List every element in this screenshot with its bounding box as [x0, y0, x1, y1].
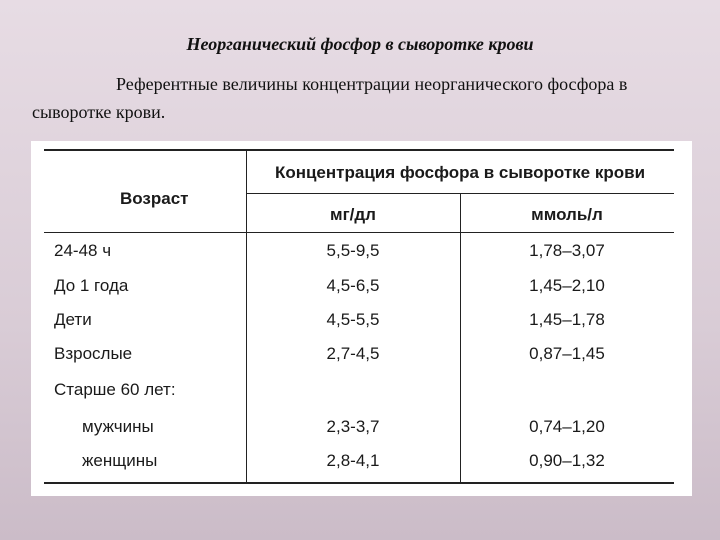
row-mmol: 0,90–1,32 [529, 451, 605, 470]
row-age: мужчины [82, 417, 154, 436]
row-mmol: 1,45–1,78 [529, 310, 605, 329]
row-mg: 4,5-6,5 [326, 276, 380, 295]
header-mg-dl: мг/дл [330, 205, 376, 224]
row-age: 24-48 ч [54, 241, 112, 260]
row-mg: 2,8-4,1 [326, 451, 380, 470]
header-mmol-l: ммоль/л [531, 205, 603, 224]
slide-title: Неорганический фосфор в сыворотке крови [186, 34, 534, 54]
row-age: До 1 года [54, 276, 129, 295]
column-divider-units [460, 193, 461, 484]
header-age: Возраст [120, 189, 189, 208]
table-card [31, 141, 692, 496]
row-age: женщины [82, 451, 158, 470]
row-mmol: 0,87–1,45 [529, 344, 605, 363]
row-mmol: 1,45–2,10 [529, 276, 605, 295]
header-bottom-border [44, 232, 674, 233]
row-mg: 5,5-9,5 [326, 241, 380, 260]
slide-subtitle: Референтные величины концентрации неорганического фосфора в сыворотке крови. [32, 74, 628, 122]
table-top-border [44, 149, 674, 151]
row-mg: 4,5-5,5 [326, 310, 380, 329]
row-age: Взрослые [54, 344, 133, 363]
header-concentration: Концентрация фосфора в сыворотке крови [274, 163, 646, 182]
row-mg: 2,3-3,7 [326, 417, 380, 436]
row-mmol: 0,74–1,20 [529, 417, 605, 436]
table-bottom-border [44, 482, 674, 484]
reference-table [44, 149, 674, 484]
row-mg: 2,7-4,5 [326, 344, 380, 363]
row-age: Дети [54, 310, 92, 329]
row-age-group: Старше 60 лет: [54, 380, 176, 399]
row-mmol: 1,78–3,07 [529, 241, 605, 260]
